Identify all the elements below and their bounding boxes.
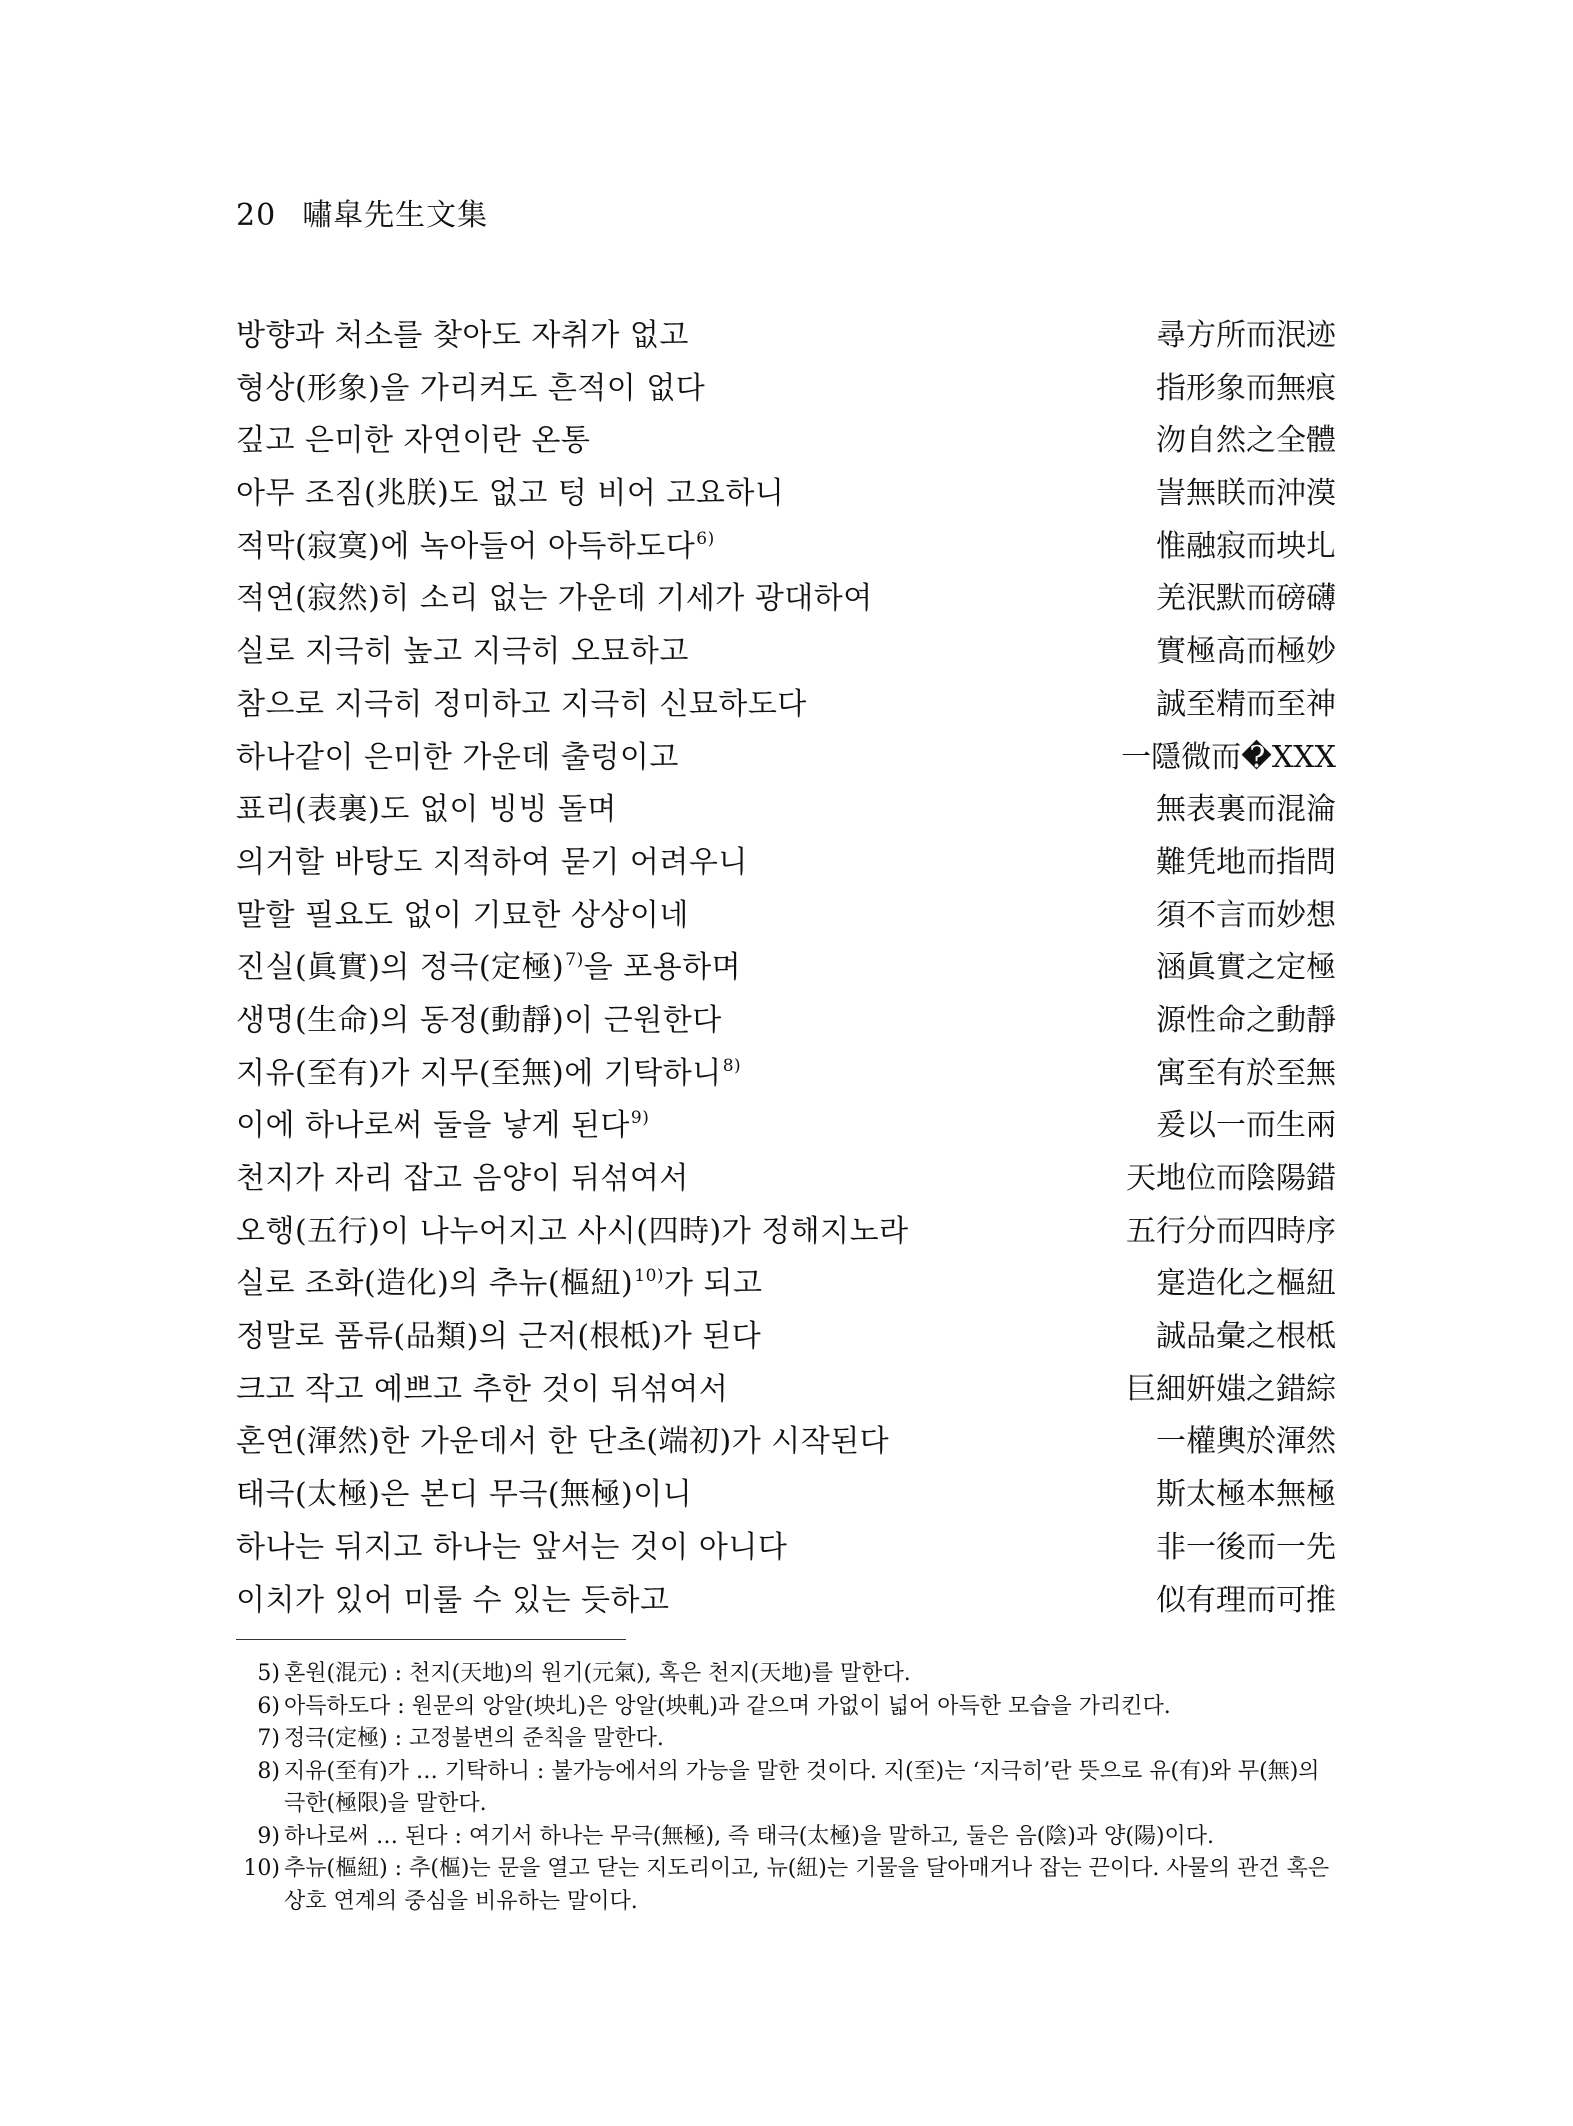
korean-text: 방향과 처소를 찾아도 자취가 없고 [236, 318, 689, 353]
classical-chinese-text: 寔造化之樞紐 [1156, 1266, 1336, 1302]
footnote-text: 하나로써 … 된다 : 여기서 하나는 무극(無極), 즉 태극(太極)을 말하고, 둘은 음(陰)과 양(陽)이다. [284, 1823, 1215, 1849]
footnote-number: 6) [257, 1693, 280, 1719]
korean-text: 실로 조화(造化)의 추뉴(樞紐) [236, 1266, 634, 1302]
korean-text: 실로 지극히 높고 지극히 오묘하고 [236, 634, 689, 670]
verse-line [236, 1356, 1336, 1409]
page-number: 20 [236, 198, 277, 233]
classical-chinese-text: 天地位而陰陽錯 [1126, 1161, 1336, 1196]
verse-line [236, 355, 1336, 408]
korean-text: 의거할 바탕도 지적하여 묻기 어려우니 [236, 844, 748, 880]
verse-line [236, 1567, 1336, 1620]
korean-translation [236, 1364, 728, 1408]
classical-chinese-text: 斯太極本無極 [1156, 1477, 1336, 1513]
classical-chinese-text: 五行分而四時序 [1126, 1213, 1336, 1249]
verse-line [236, 882, 1336, 935]
korean-text: 표리(表裏)도 없이 빙빙 돌며 [236, 792, 617, 828]
korean-translation [236, 1469, 692, 1513]
korean-translation [236, 1522, 787, 1566]
classical-chinese-text: 一權輿於渾然 [1156, 1424, 1336, 1460]
footnote [236, 1853, 1336, 1918]
korean-text: 적연(寂然)히 소리 없는 가운데 기세가 광대하여 [236, 581, 873, 617]
footnote-number: 10) [243, 1856, 280, 1881]
verse-line [236, 829, 1336, 882]
footnote-marker: 9) [630, 1108, 650, 1129]
classical-chinese-text: 無表裏而混淪 [1156, 792, 1336, 828]
classical-chinese-text: 指形象而無痕 [1156, 370, 1336, 406]
korean-text: 깊고 은미한 자연이란 온통 [236, 423, 591, 459]
classical-chinese-text: 須不言而妙想 [1156, 897, 1336, 933]
verse-body [236, 302, 1336, 1619]
korean-translation [236, 1206, 909, 1250]
verse-line [236, 1461, 1336, 1514]
korean-text-tail: 을 포용하며 [583, 950, 742, 986]
korean-translation [236, 1311, 761, 1355]
verse-line [236, 776, 1336, 829]
verse-line [236, 1408, 1336, 1461]
verse-line [236, 1198, 1336, 1251]
verse-line [236, 460, 1336, 513]
korean-translation [236, 784, 617, 828]
korean-text-tail: 가 되고 [664, 1266, 763, 1302]
verse-line [236, 565, 1336, 618]
verse-line [236, 407, 1336, 460]
korean-text: 하나같이 은미한 가운데 출렁이고 [236, 739, 679, 775]
korean-translation [236, 521, 715, 565]
korean-text: 적막(寂寞)에 녹아들어 아득하도다 [236, 528, 696, 564]
verse-line [236, 302, 1336, 355]
verse-line [236, 1040, 1336, 1093]
classical-chinese-text: 沕自然之全體 [1156, 423, 1336, 459]
korean-translation [236, 890, 689, 934]
verse-line [236, 987, 1336, 1040]
korean-text: 아무 조짐(兆朕)도 없고 텅 비어 고요하니 [236, 476, 785, 512]
footnote-number: 9) [257, 1823, 280, 1849]
classical-chinese-text: 非一後而一先 [1156, 1529, 1336, 1565]
classical-chinese-text: 訔無眹而沖漠 [1156, 476, 1336, 512]
footnote [236, 1821, 1336, 1854]
korean-text: 크고 작고 예쁘고 추한 것이 뒤섞여서 [236, 1371, 729, 1407]
korean-translation [236, 1575, 669, 1619]
footnote-text: 혼원(混元) : 천지(天地)의 원기(元氣), 혹은 천지(天地)를 말한다. [284, 1661, 911, 1686]
verse-line [236, 1250, 1336, 1303]
korean-text: 태극(太極)은 본디 무극(無極)이니 [236, 1477, 693, 1513]
korean-translation [236, 415, 590, 459]
korean-translation [236, 1153, 689, 1197]
verse-line [236, 934, 1336, 987]
korean-text: 생명(生命)의 동정(動靜)이 근원한다 [236, 1002, 722, 1038]
korean-text: 혼연(渾然)한 가운데서 한 단초(端初)가 시작된다 [236, 1424, 890, 1460]
footnote-number: 5) [257, 1661, 280, 1686]
footnote-marker: 6) [696, 528, 715, 549]
verse-line [236, 618, 1336, 671]
running-head [236, 190, 488, 234]
korean-text: 이에 하나로써 둘을 낳게 된다 [236, 1108, 630, 1144]
korean-translation [236, 626, 689, 670]
footnote-marker: 8) [722, 1055, 742, 1076]
classical-chinese-text: 爰以一而生兩 [1156, 1108, 1336, 1144]
footnote-number: 8) [257, 1758, 280, 1784]
verse-line [236, 513, 1336, 566]
footnote [236, 1756, 1336, 1821]
footnote-text: 지유(至有)가 … 기탁하니 : 불가능에서의 가능을 말한 것이다. 지(至)는 ‘지극히’란 뜻으로 유(有)와 무(無)의 극한(極限)을 말한다. [284, 1758, 1320, 1816]
korean-text: 참으로 지극히 정미하고 지극히 신묘하도다 [236, 686, 807, 722]
classical-chinese-text: 涵眞實之定極 [1156, 950, 1336, 986]
korean-translation [236, 1416, 889, 1460]
footnote-number: 7) [257, 1726, 280, 1751]
korean-translation [236, 837, 748, 881]
verse-line [236, 1092, 1336, 1145]
footnote-marker: 10) [634, 1266, 665, 1287]
korean-translation [236, 942, 741, 986]
classical-chinese-text: 羌泯默而磅礴 [1156, 581, 1336, 617]
footnote [236, 1658, 1336, 1691]
verse-line [236, 671, 1336, 724]
korean-text: 지유(至有)가 지무(至無)에 기탁하니 [236, 1055, 722, 1091]
footnote [236, 1691, 1336, 1724]
korean-translation [236, 310, 689, 354]
verse-line [236, 1514, 1336, 1567]
footnote-text: 추뉴(樞紐) : 추(樞)는 문을 열고 닫는 지도리이고, 뉴(紐)는 기물을 달아매거나 잡는 끈이다. 사물의 관건 혹은 상호 연계의 중심을 비유하는 말이다. [284, 1856, 1330, 1914]
korean-text: 말할 필요도 없이 기묘한 상상이네 [236, 897, 689, 933]
korean-text: 천지가 자리 잡고 음양이 뒤섞여서 [236, 1161, 689, 1196]
korean-translation [236, 363, 705, 407]
footnotes [236, 1658, 1336, 1918]
classical-chinese-text: 源性命之動靜 [1156, 1002, 1336, 1038]
classical-chinese-text: 誠至精而至神 [1156, 686, 1336, 722]
korean-text: 형상(形象)을 가리켜도 흔적이 없다 [236, 370, 706, 406]
footnote-rule [236, 1639, 626, 1640]
classical-chinese-text: 似有理而可推 [1156, 1582, 1336, 1618]
classical-chinese-text: 難凭地而指問 [1156, 844, 1336, 880]
korean-translation [236, 1258, 763, 1302]
classical-chinese-text: 尋方所而泯迹 [1156, 318, 1336, 353]
footnote [236, 1723, 1336, 1756]
korean-translation [236, 1100, 649, 1144]
classical-chinese-text: 寓至有於至無 [1156, 1055, 1336, 1091]
korean-translation [236, 468, 784, 512]
classical-chinese-text: 惟融寂而坱圠 [1156, 528, 1336, 564]
footnote-text: 정극(定極) : 고정불변의 준칙을 말한다. [284, 1726, 664, 1751]
korean-translation [236, 573, 873, 617]
verse-line [236, 724, 1336, 777]
classical-chinese-text: 一隱微而�XXX [1121, 739, 1336, 775]
korean-text: 진실(眞實)의 정극(定極) [236, 950, 565, 986]
korean-translation [236, 732, 679, 776]
book-title: 嘯皐先生文集 [302, 198, 489, 233]
verse-line [236, 1145, 1336, 1198]
classical-chinese-text: 誠品彙之根柢 [1156, 1319, 1336, 1355]
footnote-marker: 7) [565, 950, 584, 971]
classical-chinese-text: 巨細姸媸之錯綜 [1126, 1371, 1336, 1407]
verse-line [236, 1303, 1336, 1356]
korean-text: 하나는 뒤지고 하나는 앞서는 것이 아니다 [236, 1529, 788, 1565]
korean-translation [236, 995, 722, 1039]
korean-translation [236, 679, 807, 723]
footnote-text: 아득하도다 : 원문의 앙알(坱圠)은 앙알(坱軋)과 같으며 가없이 넓어 아득한 모습을 가리킨다. [284, 1693, 1171, 1719]
korean-text: 이치가 있어 미룰 수 있는 듯하고 [236, 1582, 670, 1618]
korean-text: 오행(五行)이 나누어지고 사시(四時)가 정해지노라 [236, 1213, 909, 1249]
korean-translation [236, 1048, 741, 1092]
korean-text: 정말로 품류(品類)의 근저(根柢)가 된다 [236, 1319, 762, 1355]
classical-chinese-text: 實極高而極妙 [1156, 634, 1336, 670]
